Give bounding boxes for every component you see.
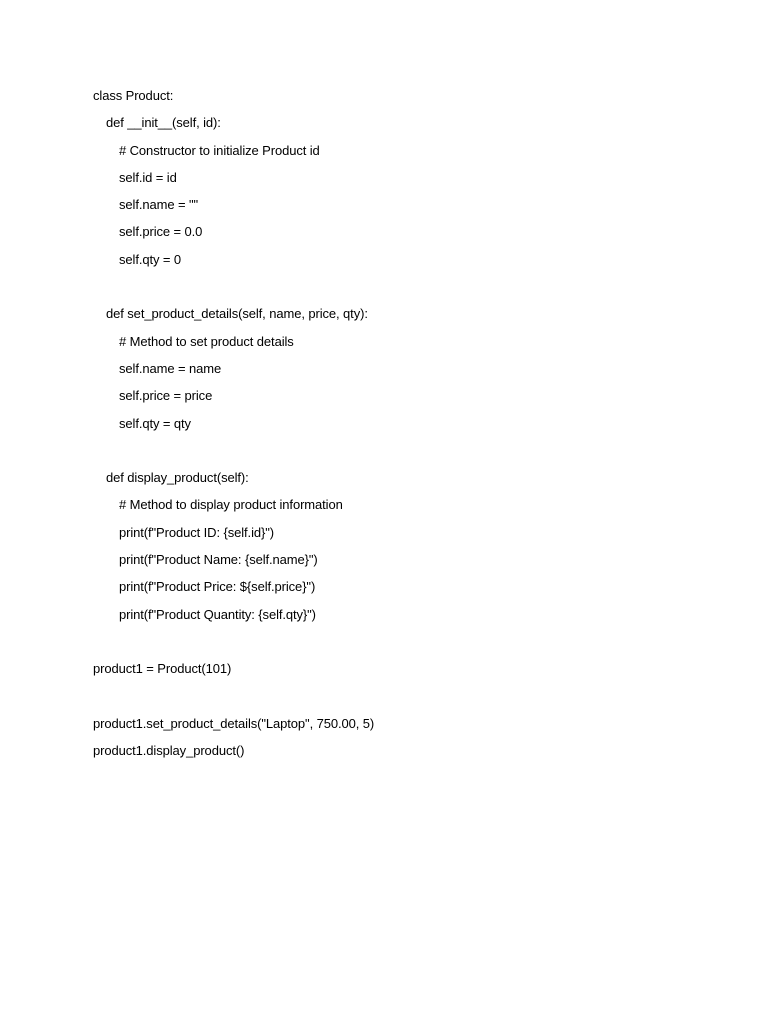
code-block [93, 86, 713, 768]
blank-line [93, 277, 713, 304]
code-line: product1.display_product() [93, 743, 245, 759]
code-line-method-def: def display_product(self): [106, 470, 249, 486]
code-line: print(f"Product ID: {self.id}") [119, 524, 274, 540]
code-line-comment: # Method to display product information [119, 497, 343, 513]
code-line-method-def: def set_product_details(self, name, price, qty): [106, 306, 368, 322]
code-line: self.id = id [119, 169, 177, 185]
code-line-comment: # Method to set product details [119, 333, 294, 349]
blank-line [93, 632, 713, 659]
code-line-class-def: class Product: [93, 88, 174, 103]
code-line: self.price = 0.0 [119, 224, 203, 240]
code-line: print(f"Product Quantity: {self.qty}") [119, 606, 316, 622]
code-line: self.qty = 0 [119, 251, 182, 267]
code-line: self.price = price [119, 388, 213, 404]
blank-line [93, 441, 713, 468]
code-line: product1.set_product_details("Laptop", 750.00, 5) [93, 715, 375, 731]
code-line: product1 = Product(101) [93, 661, 232, 677]
code-line-comment: # Constructor to initialize Product id [119, 142, 320, 158]
code-line: self.name = "" [119, 197, 199, 213]
code-line: self.name = name [119, 360, 222, 376]
blank-line [93, 687, 713, 714]
code-line: print(f"Product Name: {self.name}") [119, 552, 318, 568]
code-line-init-def: def __init__(self, id): [106, 115, 221, 131]
code-line: print(f"Product Price: ${self.price}") [119, 579, 316, 595]
code-line: self.qty = qty [119, 415, 191, 431]
